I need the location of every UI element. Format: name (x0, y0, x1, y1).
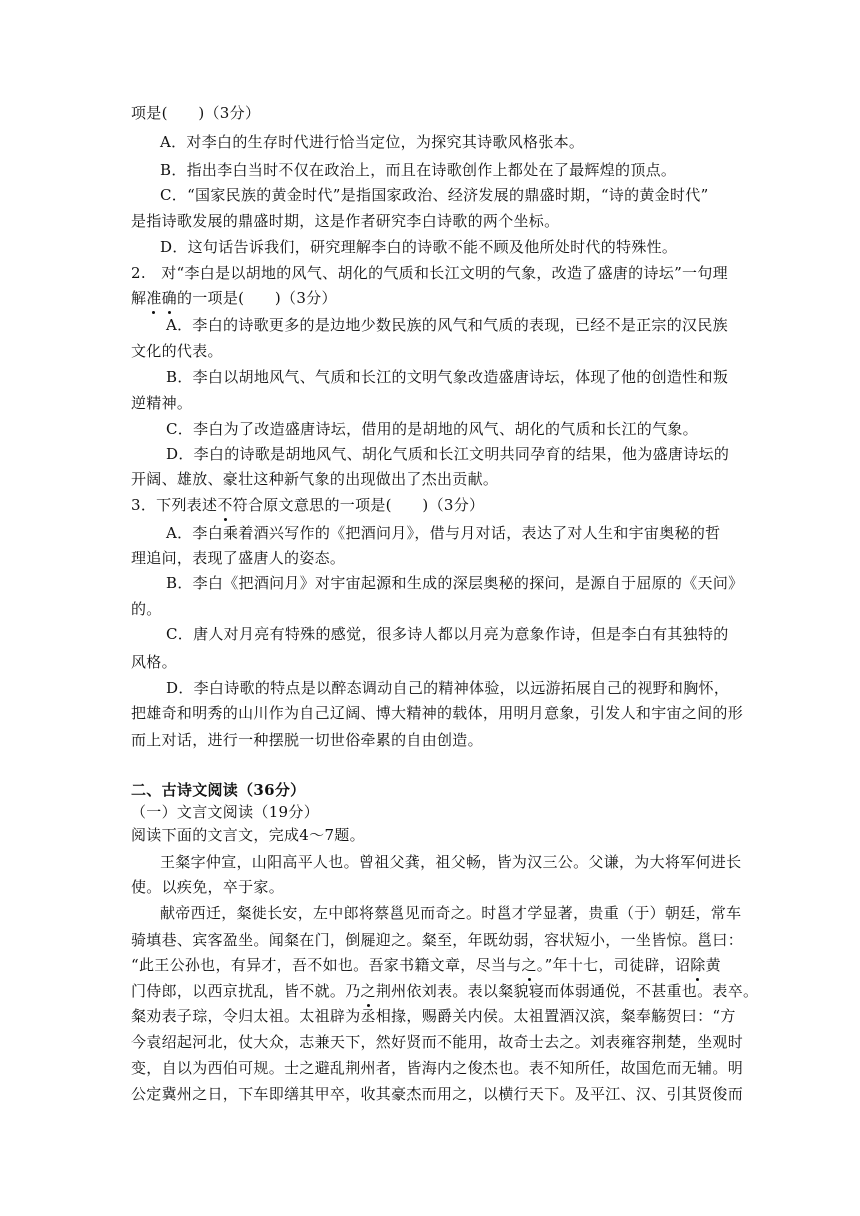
passage-p2-cont2: “此王公孙也，有异才，吾不如也。吾家书籍文章，尽当与之。”年十七，司徒辟，诏除黄 (131, 952, 721, 978)
q3-option-c: C．唐人对月亮有特殊的感觉，很多诗人都以月亮为意象作诗，但是李白有其独特的 (166, 625, 729, 643)
q2-option-b-cont: 逆精神。 (131, 394, 193, 412)
passage-p2-cont1: 骑填巷、宾客盈坐。闻粲在门，倒屣迎之。粲至，年既幼弱，容状短小，一坐皆惊。邕曰： (131, 931, 744, 949)
q1-option-c: C．“国家民族的黄金时代”是指国家政治、经济发展的鼎盛时期，“诗的黄金时代” (160, 186, 709, 204)
q2-stem: 2. 对“李白是以胡地的风气、胡化的气质和长江文明的气象，改造了盛唐的诗坛”一句理 (131, 264, 728, 282)
q3-option-d: D．李白诗歌的特点是以醉态调动自己的精神体验，以远游拓展自己的视野和胸怀， (166, 679, 730, 697)
section-heading: 二、古诗文阅读（36分） (131, 781, 306, 799)
passage-p2: 献帝西迁，粲徙长安，左中郎将蔡邕见而奇之。时邕才学显著，贵重（于）朝廷，常车 (160, 904, 742, 922)
q3-option-a: A．李白乘着酒兴写作的《把酒问月》，借与月对话，表达了对人生和宇宙奥秘的哲 (166, 524, 721, 542)
q3-option-d-cont2: 而上对话，进行一种摆脱一切世俗牵累的自由创造。 (131, 731, 483, 749)
q2-option-d: D．李白的诗歌是胡地风气、胡化气质和长江文明共同孕育的结果，他为盛唐诗坛的 (166, 445, 730, 463)
emphasis-dot-char: 除 (690, 952, 705, 978)
emphasis-dot-char: 准 (146, 285, 161, 311)
passage-p2-cont4: 粲劝表子琮，令归太祖。太祖辟为丞相掾，赐爵关内侯。太祖置酒汉滨，粲奉觞贺曰：“方 (131, 1007, 736, 1025)
q2-option-c: C．李白为了改造盛唐诗坛，借用的是胡地的风气、胡化的气质和长江的气象。 (166, 420, 698, 438)
q3-option-b-cont: 的。 (131, 600, 162, 618)
q2-stem-cont: 解准确的一项是( )（3分） (131, 285, 337, 311)
q1-option-a: A．对李白的生存时代进行恰当定位，为探究其诗歌风格张本。 (160, 133, 585, 151)
q3-option-d-cont1: 把雄奇和明秀的山川作为自己辽阔、博大精神的载体，用明月意象，引发人和宇宙之间的形 (131, 704, 744, 722)
passage-p2-cont7: 公定冀州之日，下车即缮其甲卒，收其豪杰而用之，以横行天下。及平江、汉、引其贤俊而 (131, 1085, 744, 1103)
q2-option-a-cont: 文化的代表。 (131, 342, 223, 360)
q1-option-d: D．这句话告诉我们，研究理解李白的诗歌不能不顾及他所处时代的特殊性。 (160, 238, 678, 256)
emphasis-dot-char: 之 (521, 952, 536, 978)
subsection-heading: （一）文言文阅读（19分） (131, 803, 319, 821)
q3-option-c-cont: 风格。 (131, 653, 177, 671)
q1-option-b: B．指出李白当时不仅在政治上，而且在诗歌创作上都处在了最辉煌的顶点。 (160, 161, 677, 179)
passage-p1-cont: 使。以疾免，卒于家。 (131, 878, 285, 896)
passage-p2-cont3: 门侍郎，以西京扰乱，皆不就。乃之荆州依刘表。表以粲貌寝而体弱通侻，不甚重也。表卒。 (131, 978, 758, 1004)
emphasis-dot-char: 之 (361, 978, 376, 1004)
q3-option-a-cont: 理追问，表现了盛唐人的姿态。 (131, 549, 346, 567)
q1-option-c-cont: 是指诗歌发展的鼎盛时期，这是作者研究李白诗歌的两个坐标。 (131, 212, 560, 230)
q1-stem-tail: 项是( )（3分） (131, 104, 261, 122)
reading-instruction: 阅读下面的文言文，完成4～7题。 (131, 826, 365, 844)
q2-option-b: B．李白以胡地风气、气质和长江的文明气象改造盛唐诗坛，体现了他的创造性和叛 (166, 368, 729, 386)
q3-stem: 3．下列表述不符合原文意思的一项是( )（3分） (131, 492, 484, 518)
q2-option-d-cont: 开阔、雄放、豪壮这种新气象的出现做出了杰出贡献。 (131, 470, 499, 488)
q2-option-a: A．李白的诗歌更多的是边地少数民族的风气和气质的表现，已经不是正宗的汉民族 (166, 316, 728, 334)
emphasis-dot-char: 确 (162, 285, 177, 311)
passage-p2-cont6: 变，自以为西伯可规。士之避乱荆州者，皆海内之俊杰也。表不知所任，故国危而无辅。明 (131, 1059, 744, 1077)
passage-p1: 王粲字仲宣，山阳高平人也。曾祖父龚，祖父畅，皆为汉三公。父谦，为大将军何进长 (160, 853, 742, 871)
q3-option-b: B．李白《把酒问月》对宇宙起源和生成的深层奥秘的探问，是源自于屈原的《天问》 (166, 574, 744, 592)
passage-p2-cont5: 今袁绍起河北，仗大众，志兼天下，然好贤而不能用，故奇士去之。刘表雍容荆楚，坐观时 (131, 1033, 744, 1051)
emphasis-dot-char: 不 (217, 492, 232, 518)
